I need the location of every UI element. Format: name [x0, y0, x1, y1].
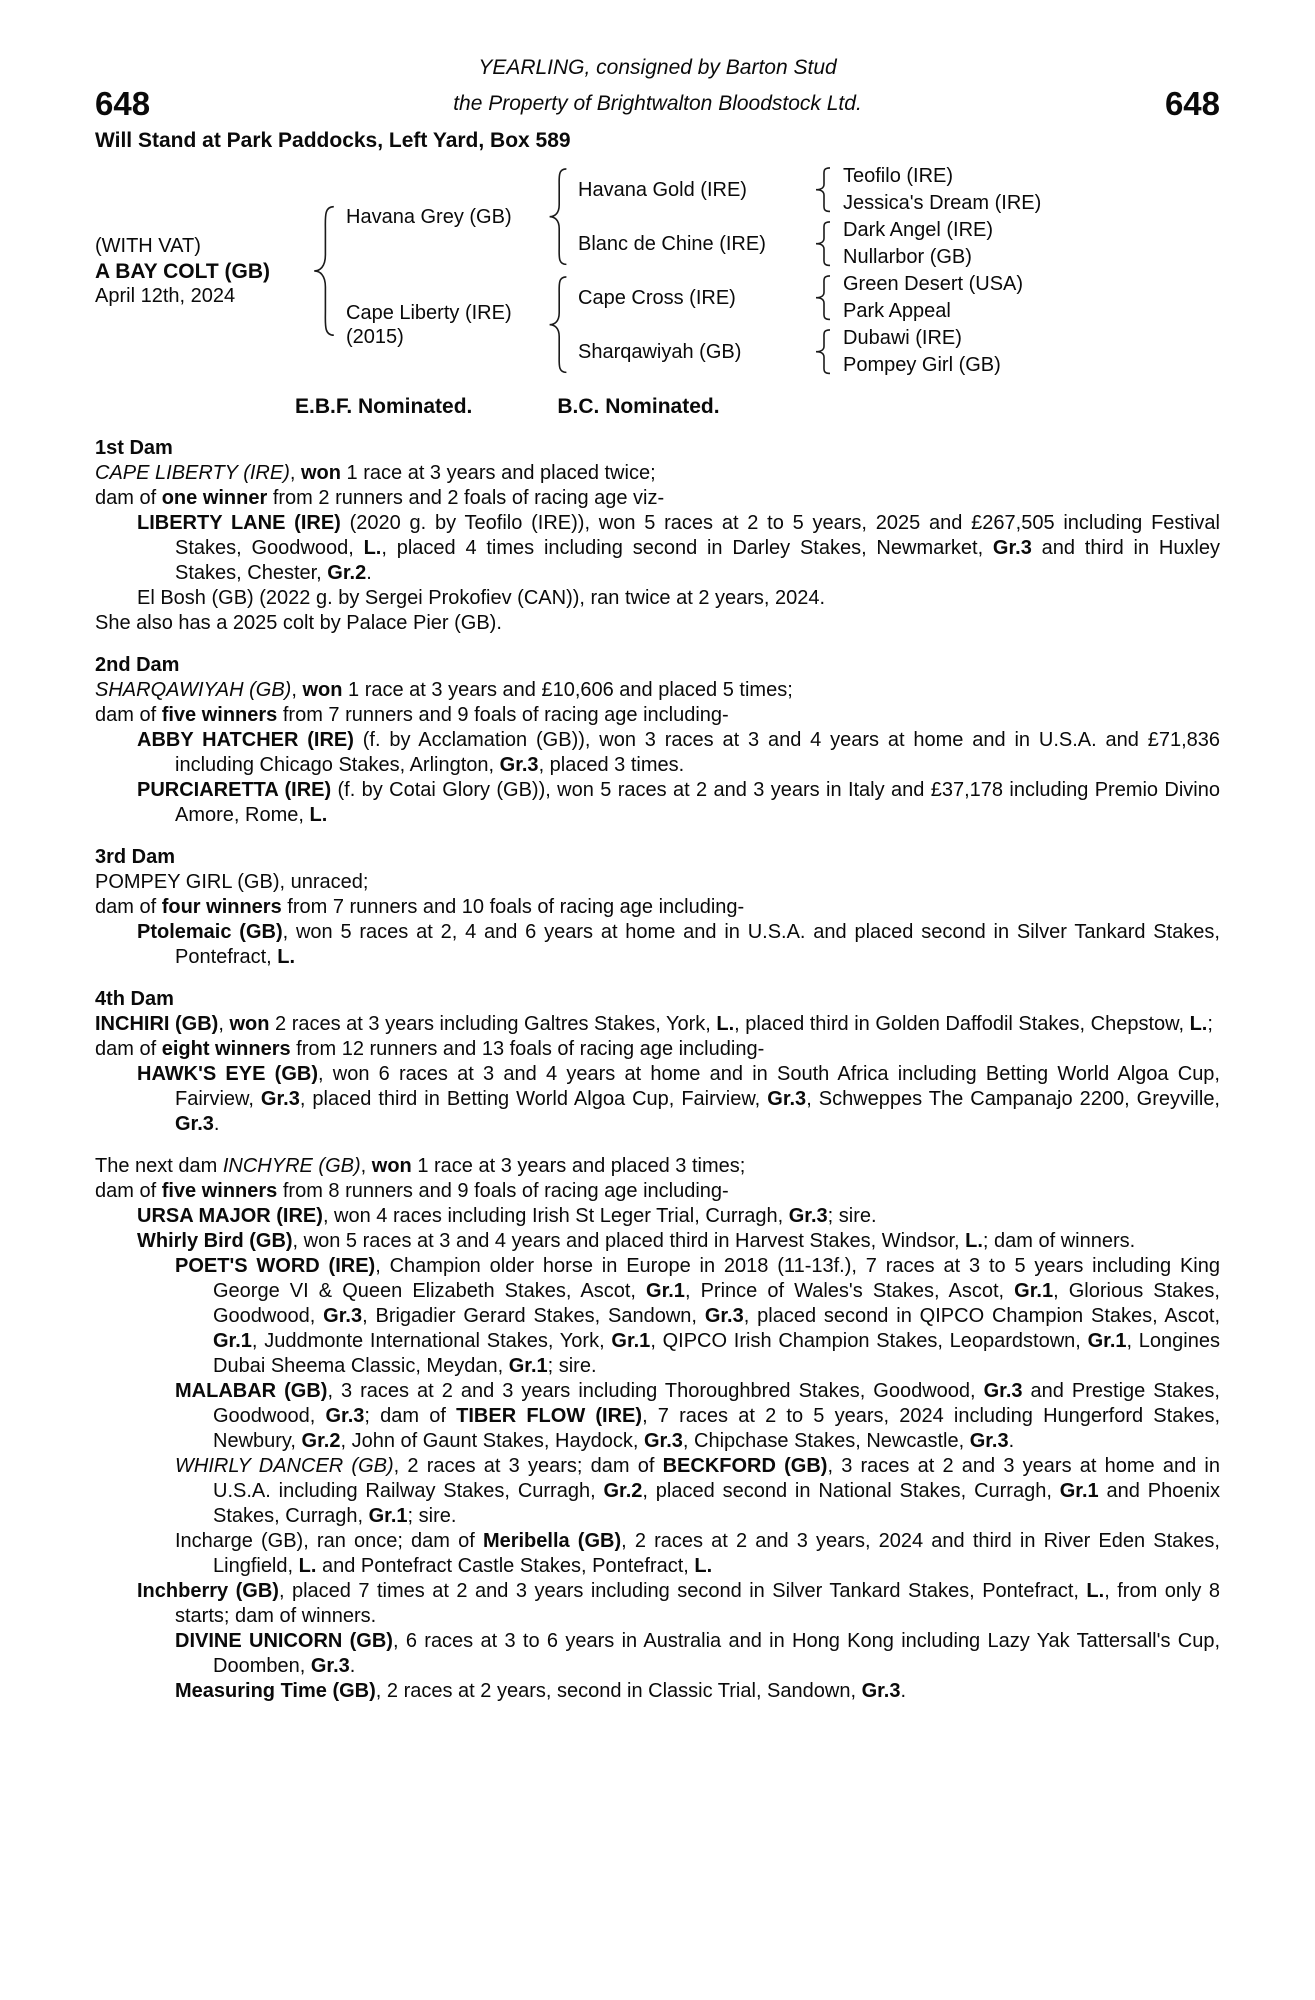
- catalogue-paragraph: [95, 1629, 1220, 1679]
- pedigree-text: [95, 436, 1220, 1704]
- catalogue-paragraph: [95, 778, 1220, 828]
- text-run: L.: [298, 1555, 317, 1577]
- dam-name: Cape Liberty (IRE): [346, 302, 512, 324]
- catalogue-paragraph: [95, 870, 1220, 895]
- catalogue-paragraph: [95, 1062, 1220, 1137]
- lot-row: [95, 83, 1220, 125]
- text-run: Measuring Time (GB): [175, 1680, 376, 1702]
- text-run: L.: [277, 946, 296, 968]
- text-run: , 3 races at 2 and 3 years including Thoroughbred Stakes, Goodwood,: [327, 1380, 984, 1402]
- text-run: L.: [965, 1230, 983, 1252]
- catalogue-paragraph: [95, 511, 1220, 586]
- text-run: L.: [309, 804, 328, 826]
- catalogue-paragraph: [95, 1529, 1220, 1579]
- text-run: , QIPCO Irish Champion Stakes, Leopardstown,: [650, 1330, 1088, 1352]
- text-run: , 2 races at 3 years; dam of: [393, 1455, 663, 1477]
- great-grandparent-name: Teofilo (IRE): [843, 165, 954, 187]
- text-run: one winner: [161, 487, 268, 509]
- text-run: , placed second in National Stakes, Curragh,: [642, 1480, 1060, 1502]
- text-run: Gr.3: [323, 1305, 363, 1327]
- text-run: , Longines Dubai Sheema Classic, Meydan,: [213, 1330, 1220, 1377]
- text-run: , Schweppes The Campanajo 2200, Greyville,: [806, 1088, 1220, 1110]
- dam-section: [95, 1154, 1220, 1704]
- catalogue-paragraph: [95, 703, 1220, 728]
- text-run: Gr.1: [646, 1280, 685, 1302]
- text-run: Gr.3: [643, 1430, 683, 1452]
- granddam-name: Sharqawiyah (GB): [578, 340, 742, 363]
- text-run: LIBERTY LANE (IRE): [137, 512, 341, 534]
- text-run: from 2 runners and 2 foals of racing age viz-: [267, 487, 665, 509]
- catalogue-paragraph: [95, 1204, 1220, 1229]
- text-run: Whirly Bird (GB): [137, 1230, 293, 1252]
- text-run: CAPE LIBERTY (IRE): [95, 462, 290, 484]
- text-run: , Brigadier Gerard Stakes, Sandown,: [362, 1305, 705, 1327]
- pedigree-table: [95, 163, 1220, 379]
- pedigree-brace: [813, 275, 833, 320]
- granddam-name: Blanc de Chine (IRE): [578, 232, 766, 255]
- catalogue-paragraph: [95, 1579, 1220, 1629]
- section-heading: 1st Dam: [95, 437, 173, 459]
- text-run: ; dam of: [364, 1405, 457, 1427]
- text-run: , 7 races at 2 to 5 years, 2024 including Hungerford Stakes, Newbury,: [213, 1405, 1221, 1452]
- text-run: , 2 races at 2 and 3 years, 2024 and third in River Eden Stakes, Lingfield,: [213, 1530, 1220, 1577]
- text-run: , placed 4 times including second in Darley Stakes, Newmarket,: [381, 537, 993, 559]
- text-run: WHIRLY DANCER (GB): [175, 1455, 394, 1477]
- text-run: Gr.1: [508, 1355, 548, 1377]
- text-run: Gr.2: [327, 562, 367, 584]
- text-run: Gr.2: [603, 1480, 643, 1502]
- text-run: .: [366, 562, 372, 584]
- text-run: URSA MAJOR (IRE): [137, 1205, 323, 1227]
- text-run: Gr.1: [611, 1330, 651, 1352]
- colt-name: A BAY COLT (GB): [95, 259, 271, 283]
- catalogue-paragraph: [95, 611, 1220, 636]
- text-run: ; dam of winners.: [982, 1230, 1136, 1252]
- vat-note: (WITH VAT): [95, 234, 201, 257]
- text-run: , Juddmonte International Stakes, York,: [251, 1330, 612, 1352]
- text-run: Inchberry (GB): [137, 1580, 279, 1602]
- catalogue-paragraph: [95, 895, 1220, 920]
- text-run: Ptolemaic (GB): [137, 921, 283, 943]
- text-run: , won 5 races at 3 and 4 years and placed third in Harvest Stakes, Windsor,: [292, 1230, 966, 1252]
- text-run: , Prince of Wales's Stakes, Ascot,: [684, 1280, 1015, 1302]
- text-run: INCHYRE (GB): [222, 1155, 361, 1177]
- catalogue-paragraph: [95, 486, 1220, 511]
- pedigree-brace: [546, 167, 570, 266]
- text-run: , won 4 races including Irish St Leger Trial, Curragh,: [322, 1205, 789, 1227]
- text-run: and Pontefract Castle Stakes, Pontefract,: [316, 1555, 695, 1577]
- text-run: BECKFORD (GB): [662, 1455, 828, 1477]
- text-run: 1 race at 3 years and £10,606 and placed 5 times;: [342, 679, 793, 701]
- text-run: .: [213, 1113, 220, 1135]
- text-run: 1 race at 3 years and placed 3 times;: [411, 1155, 746, 1177]
- text-run: , placed 7 times at 2 and 3 years including second in Silver Tankard Stakes, Pontefract,: [278, 1580, 1087, 1602]
- text-run: , placed third in Betting World Algoa Cup, Fairview,: [299, 1088, 768, 1110]
- great-grandparent-name: Jessica's Dream (IRE): [843, 192, 1042, 214]
- consignor-line: YEARLING, consigned by Barton Stud: [478, 56, 837, 79]
- text-run: ; sire.: [547, 1355, 597, 1377]
- catalogue-paragraph: [95, 1037, 1220, 1062]
- sire-name: Havana Grey (GB): [346, 205, 512, 228]
- text-run: 1 race at 3 years and placed twice;: [341, 462, 656, 484]
- text-run: , from only 8 starts; dam of winners.: [175, 1580, 1221, 1627]
- text-run: (f. by Cotai Glory (GB)), won 5 races at 2 and 3 years in Italy and £37,178 including Premio Divino Amore, Rome,: [175, 779, 1220, 826]
- text-run: HAWK'S EYE (GB): [137, 1063, 318, 1085]
- text-run: , won 6 races at 3 and 4 years at home and in South Africa including Betting World Algoa Cup, Fairview,: [175, 1063, 1220, 1110]
- pedigree-brace: [813, 221, 833, 266]
- catalogue-paragraph: [95, 1679, 1220, 1704]
- text-run: eight winners: [161, 1038, 291, 1060]
- catalogue-paragraph: [95, 1254, 1220, 1379]
- grandsire-name: Cape Cross (IRE): [578, 286, 736, 309]
- pedigree-brace: [813, 167, 833, 212]
- text-run: four winners: [161, 896, 282, 918]
- text-run: dam of: [95, 1180, 162, 1202]
- pedigree-brace: [813, 329, 833, 374]
- text-run: from 7 runners and 9 foals of racing age including-: [277, 704, 729, 726]
- text-run: Gr.3: [983, 1380, 1023, 1402]
- text-run: won: [371, 1155, 412, 1177]
- text-run: MALABAR (GB): [175, 1380, 328, 1402]
- lot-number-right: 648: [1164, 85, 1220, 122]
- great-grandparent-name: Nullarbor (GB): [843, 246, 972, 268]
- text-run: from 8 runners and 9 foals of racing age including-: [277, 1180, 729, 1202]
- text-run: dam of: [95, 896, 162, 918]
- text-run: Gr.3: [175, 1113, 214, 1135]
- text-run: Meribella (GB): [482, 1530, 622, 1552]
- text-run: She also has a 2025 colt by Palace Pier (GB).: [95, 612, 502, 634]
- text-run: L.: [363, 537, 382, 559]
- ebf-nomination: E.B.F. Nominated.: [295, 395, 473, 418]
- text-run: ,: [291, 679, 303, 701]
- grandsire-name: Havana Gold (IRE): [578, 178, 747, 201]
- text-run: , 6 races at 3 to 6 years in Australia and in Hong Kong including Lazy Yak Tattersall's Cup, Doomben,: [213, 1630, 1220, 1677]
- text-run: Gr.2: [301, 1430, 341, 1452]
- text-run: L.: [1086, 1580, 1105, 1602]
- text-run: ,: [218, 1013, 230, 1035]
- catalogue-paragraph: [95, 920, 1220, 970]
- text-run: L.: [694, 1555, 713, 1577]
- text-run: dam of: [95, 704, 162, 726]
- text-run: Gr.3: [310, 1655, 350, 1677]
- dam-entry: [346, 301, 546, 349]
- text-run: DIVINE UNICORN (GB): [175, 1630, 393, 1652]
- text-run: , Chipchase Stakes, Newcastle,: [682, 1430, 970, 1452]
- text-run: dam of: [95, 487, 162, 509]
- text-run: from 12 runners and 13 foals of racing age including-: [290, 1038, 765, 1060]
- text-run: Gr.1: [213, 1330, 252, 1352]
- text-run: , placed 3 times.: [538, 754, 685, 776]
- text-run: The next dam: [95, 1155, 223, 1177]
- text-run: (f. by Acclamation (GB)), won 3 races at 3 and 4 years at home and in U.S.A. and £71,836 including Chicago Stakes, Arlington,: [175, 729, 1220, 776]
- dam-section: [95, 987, 1220, 1137]
- catalogue-paragraph: [95, 586, 1220, 611]
- text-run: .: [349, 1655, 356, 1677]
- nominations-row: [295, 395, 1220, 419]
- text-run: , John of Gaunt Stakes, Haydock,: [340, 1430, 644, 1452]
- text-run: ,: [360, 1155, 372, 1177]
- text-run: and Phoenix Stakes, Curragh,: [213, 1480, 1220, 1527]
- catalogue-paragraph: [95, 728, 1220, 778]
- section-heading: 4th Dam: [95, 988, 174, 1010]
- text-run: , Glorious Stakes, Goodwood,: [213, 1280, 1220, 1327]
- catalogue-paragraph: [95, 1179, 1220, 1204]
- text-run: ; sire.: [407, 1505, 457, 1527]
- text-run: Incharge (GB), ran once; dam of: [175, 1530, 483, 1552]
- text-run: and third in Huxley Stakes, Chester,: [175, 537, 1221, 584]
- text-run: SHARQAWIYAH (GB): [95, 679, 292, 701]
- text-run: Gr.3: [767, 1088, 807, 1110]
- text-run: Gr.1: [1059, 1480, 1099, 1502]
- text-run: Gr.3: [992, 537, 1032, 559]
- text-run: INCHIRI (GB): [95, 1013, 219, 1035]
- dam-section: [95, 653, 1220, 828]
- bc-nomination: B.C. Nominated.: [557, 395, 720, 418]
- text-run: Gr.1: [1087, 1330, 1127, 1352]
- property-line: the Property of Brightwalton Bloodstock Ltd.: [453, 92, 862, 115]
- text-run: ABBY HATCHER (IRE): [137, 729, 354, 751]
- dam-section: [95, 845, 1220, 970]
- foal-date: April 12th, 2024: [95, 284, 236, 307]
- lot-number-left: 648: [95, 85, 151, 122]
- text-run: PURCIARETTA (IRE): [137, 779, 332, 801]
- text-run: , placed third in Golden Daffodil Stakes, Chepstow,: [734, 1013, 1190, 1035]
- text-run: and Prestige Stakes, Goodwood,: [213, 1380, 1220, 1427]
- text-run: L.: [716, 1013, 735, 1035]
- text-run: L.: [1189, 1013, 1208, 1035]
- catalogue-paragraph: [95, 678, 1220, 703]
- catalogue-paragraph: [95, 1154, 1220, 1179]
- great-grandparent-name: Green Desert (USA): [843, 273, 1024, 295]
- text-run: five winners: [161, 704, 278, 726]
- text-run: five winners: [161, 1180, 278, 1202]
- text-run: POMPEY GIRL (GB), unraced;: [95, 871, 369, 893]
- text-run: won: [229, 1013, 270, 1035]
- text-run: POET'S WORD (IRE): [175, 1255, 376, 1277]
- great-grandparent-name: Dubawi (IRE): [843, 327, 962, 349]
- text-run: Gr.3: [704, 1305, 744, 1327]
- text-run: , Champion older horse in Europe in 2018 (11-13f.), 7 races at 3 to 5 years including King George VI & Queen Elizabeth Stakes, Ascot,: [213, 1255, 1220, 1302]
- text-run: TIBER FLOW (IRE): [456, 1405, 643, 1427]
- text-run: 2 races at 3 years including Galtres Stakes, York,: [269, 1013, 717, 1035]
- text-run: from 7 runners and 10 foals of racing age including-: [281, 896, 745, 918]
- text-run: won: [302, 679, 343, 701]
- text-run: ;: [1207, 1013, 1213, 1035]
- text-run: (2020 g. by Teofilo (IRE)), won 5 races at 2 to 5 years, 2025 and £267,505 including Festival Stakes, Goodwood,: [175, 512, 1220, 559]
- text-run: Gr.1: [368, 1505, 408, 1527]
- section-heading: 2nd Dam: [95, 654, 180, 676]
- dam-section: [95, 436, 1220, 636]
- text-run: ,: [289, 462, 301, 484]
- section-heading: 3rd Dam: [95, 846, 176, 868]
- great-grandparent-name: Pompey Girl (GB): [843, 354, 1001, 376]
- text-run: , 2 races at 2 years, second in Classic Trial, Sandown,: [375, 1680, 862, 1702]
- great-grandparent-name: Park Appeal: [843, 300, 951, 322]
- text-run: Gr.3: [325, 1405, 365, 1427]
- text-run: dam of: [95, 1038, 162, 1060]
- text-run: Gr.3: [788, 1205, 828, 1227]
- catalogue-paragraph: [95, 461, 1220, 486]
- great-grandparent-name: Dark Angel (IRE): [843, 219, 994, 241]
- text-run: Gr.1: [1014, 1280, 1054, 1302]
- catalogue-paragraph: [95, 1229, 1220, 1254]
- text-run: Gr.3: [861, 1680, 901, 1702]
- text-run: El Bosh (GB) (2022 g. by Sergei Prokofiev (CAN)), ran twice at 2 years, 2024.: [137, 587, 826, 609]
- text-run: won: [301, 462, 341, 484]
- text-run: ; sire.: [827, 1205, 877, 1227]
- text-run: , 3 races at 2 and 3 years at home and in U.S.A. including Railway Stakes, Curragh,: [213, 1455, 1220, 1502]
- text-run: .: [1008, 1430, 1015, 1452]
- text-run: Gr.3: [260, 1088, 300, 1110]
- text-run: , won 5 races at 2, 4 and 6 years at home and in U.S.A. and placed second in Silver Tankard Stakes, Pontefract,: [175, 921, 1220, 968]
- catalogue-paragraph: [95, 1454, 1220, 1529]
- pedigree-brace: [310, 204, 338, 338]
- colt-info: [95, 234, 310, 309]
- text-run: .: [900, 1680, 907, 1702]
- catalogue-paragraph: [95, 1379, 1220, 1454]
- dam-year: (2015): [346, 326, 404, 348]
- pedigree-brace: [546, 275, 570, 374]
- text-run: Gr.3: [969, 1430, 1009, 1452]
- stand-location-line: Will Stand at Park Paddocks, Left Yard, Box 589: [95, 129, 571, 152]
- text-run: Gr.3: [499, 754, 539, 776]
- text-run: , placed second in QIPCO Champion Stakes, Ascot,: [743, 1305, 1221, 1327]
- catalogue-paragraph: [95, 1012, 1220, 1037]
